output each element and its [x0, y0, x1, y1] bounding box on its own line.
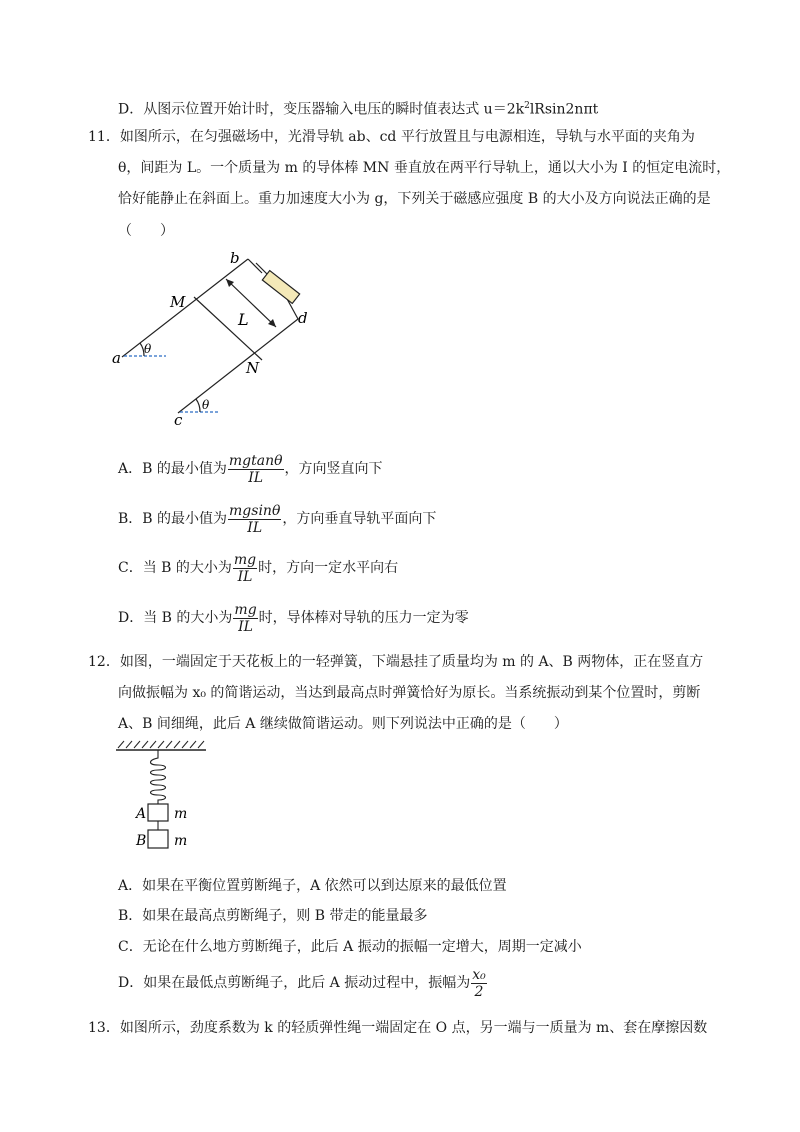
label-c: c [174, 411, 183, 429]
label-m: M [170, 293, 186, 311]
q12-option-b: B．如果在最高点剪断绳子，则 B 带走的能量最多 [118, 908, 428, 924]
angle-arc-c [196, 399, 200, 412]
q10-option-d-text: D．从图示位置开始计时，变压器输入电压的瞬时值表达式 u＝2k [118, 101, 525, 118]
q11-stem-line-2: θ，间距为 L。一个质量为 m 的导体棒 MN 垂直放在两平行导轨上，通以大小为 I 的恒定电流时， [118, 160, 731, 176]
q11-stem-line-1: 11．如图所示，在匀强磁场中，光滑导轨 ab、cd 平行放置且与电源相连，导轨与水平面的夹角为 [88, 129, 695, 145]
q11-option-c-prefix: C．当 B 的大小为 [118, 560, 232, 576]
q11-option-a-suffix: ，方向竖直向下 [284, 461, 383, 477]
q11-option-d-fraction [233, 602, 257, 635]
fraction-denominator: IL [248, 469, 264, 486]
fraction-denominator: IL [238, 618, 253, 635]
q12-option-a: A．如果在平衡位置剪断绳子，A 依然可以到达原来的最低位置 [118, 878, 507, 894]
q11-option-b [118, 502, 436, 536]
q11-option-a-fraction [228, 453, 284, 486]
label-theta-c: θ [202, 398, 210, 412]
q12-stem-line-1: 12．如图，一端固定于天花板上的一轻弹簧，下端悬挂了质量均为 m 的 A、B 两物体，正在竖直方 [88, 654, 704, 670]
fraction-denominator: IL [237, 568, 253, 585]
block-b [148, 830, 168, 848]
label-l: L [238, 310, 249, 329]
label-theta-a: θ [144, 342, 152, 356]
q12-option-d-fraction [471, 967, 487, 1000]
q11-option-b-suffix: ，方向垂直导轨平面向下 [282, 511, 437, 527]
label-b: b [230, 249, 240, 267]
fraction-numerator: mg [234, 601, 257, 618]
fraction-numerator: mgtanθ [228, 452, 283, 469]
q11-option-b-prefix: B．B 的最小值为 [118, 511, 228, 527]
q11-stem-line-3: 恰好能静止在斜面上。重力加速度大小为 g，下列关于磁感应强度 B 的大小及方向说法正确的是 [118, 191, 711, 207]
q13-stem-line-1: 13．如图所示，劲度系数为 k 的轻质弹性绳一端固定在 O 点，另一端与一质量为 m、套在摩擦因数 [88, 1020, 708, 1036]
spacing-arrow [226, 279, 276, 327]
label-mass-a: m [174, 806, 188, 822]
label-block-a: A [136, 806, 147, 822]
q11-option-d-suffix: 时，导体棒对导轨的压力一定为零 [258, 610, 469, 626]
q12-stem-line-2: 向做振幅为 x₀ 的简谐运动，当达到最高点时弹簧恰好为原长。当系统振动到某个位置时，剪断 [118, 685, 701, 701]
q12-option-d-prefix: D．如果在最低点剪断绳子，此后 A 振动过程中，振幅为 [118, 975, 471, 991]
block-a [148, 804, 168, 821]
rod-mn [194, 297, 262, 360]
q10-option-d [118, 96, 598, 120]
q12-stem-line-3: A、B 间细绳，此后 A 继续做简谐运动。则下列说法中正确的是（ ） [118, 716, 568, 732]
q10-option-d-sup: 2 [524, 101, 530, 111]
label-a: a [112, 349, 121, 367]
q12-option-c: C．无论在什么地方剪断绳子，此后 A 振动的振幅一定增大，周期一定减小 [118, 939, 582, 955]
q11-option-c [118, 551, 398, 585]
q11-option-a [118, 452, 383, 486]
q11-option-b-fraction [228, 503, 281, 536]
q11-option-d-prefix: D．当 B 的大小为 [118, 610, 233, 626]
fraction-denominator: 2 [474, 983, 484, 1000]
label-n: N [246, 359, 260, 377]
label-d: d [298, 309, 308, 327]
fraction-numerator: x₀ [472, 966, 486, 983]
label-mass-b: m [174, 833, 188, 849]
q11-option-d [118, 601, 469, 635]
fraction-numerator: mg [233, 551, 257, 568]
fraction-denominator: IL [247, 519, 263, 536]
q11-option-c-fraction [233, 552, 257, 585]
fraction-numerator: mgsinθ [229, 502, 281, 519]
q11-option-a-prefix: A．B 的最小值为 [118, 461, 227, 477]
q10-option-d-tail: lRsin2nπt [529, 101, 599, 118]
q12-spring-diagram [110, 738, 220, 858]
rail-cd [178, 319, 298, 413]
q12-option-d [118, 966, 488, 1000]
spring [151, 750, 166, 804]
q11-answer-bracket: （ ） [118, 223, 174, 239]
q11-rail-diagram [110, 245, 320, 435]
q11-option-c-suffix: 时，方向一定水平向右 [258, 560, 399, 576]
label-block-b: B [136, 833, 147, 849]
power-source [262, 271, 299, 304]
